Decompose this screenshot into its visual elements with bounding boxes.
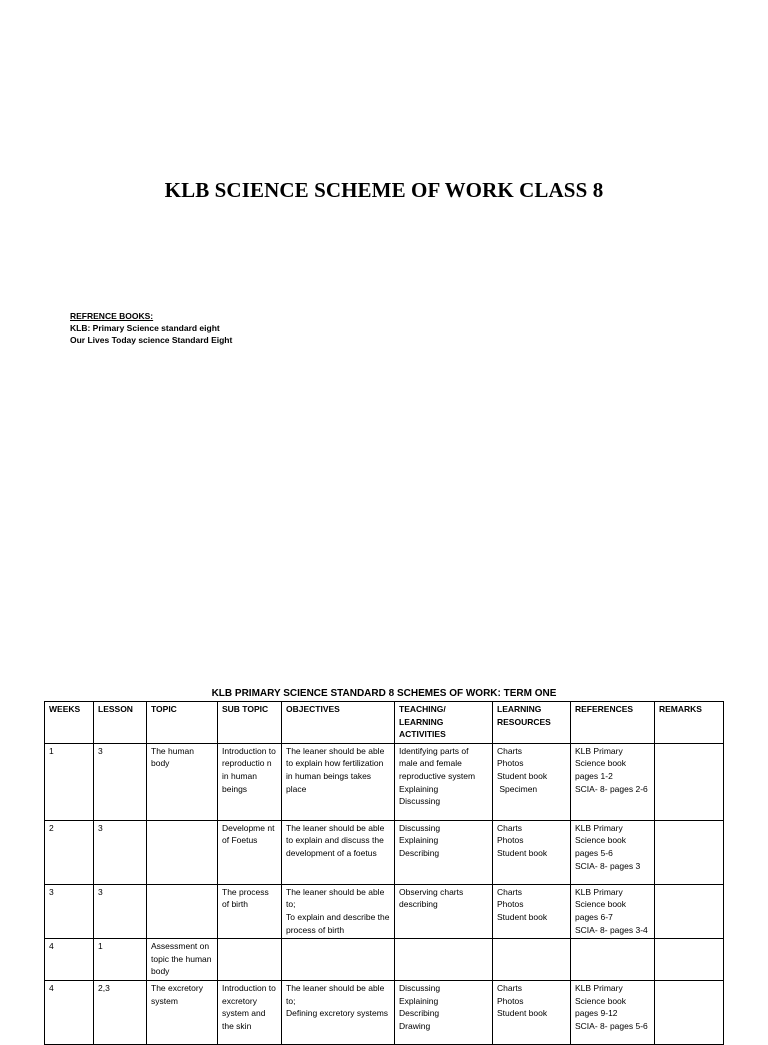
cell-subtopic bbox=[218, 939, 282, 981]
cell-objectives bbox=[282, 939, 395, 981]
reference-item: SCIA- 8- pages 5-6 bbox=[575, 1020, 648, 1031]
cell-resources bbox=[493, 743, 571, 820]
reference-item: pages 6-7 bbox=[575, 911, 613, 922]
cell-topic bbox=[147, 820, 218, 884]
cell-week: 4 bbox=[45, 980, 94, 1044]
resource-item: Specimen bbox=[497, 783, 538, 794]
table-row bbox=[45, 743, 724, 820]
document-title: KLB SCIENCE SCHEME OF WORK CLASS 8 bbox=[164, 178, 604, 202]
cell-objectives: The leaner should be able to; Defining excretory systems bbox=[282, 980, 395, 1044]
header-remarks: REMARKS bbox=[655, 702, 724, 744]
cell-resources bbox=[493, 820, 571, 884]
activity-item: Describing bbox=[399, 1008, 440, 1019]
header-weeks: WEEKS bbox=[45, 702, 94, 744]
resource-item: Photos bbox=[497, 758, 524, 769]
header-topic: TOPIC bbox=[147, 702, 218, 744]
cell-week: 3 bbox=[45, 884, 94, 938]
reference-item: SCIA- 8- pages 2-6 bbox=[575, 783, 648, 794]
activity-item: Observing charts describing bbox=[399, 886, 464, 910]
table-row bbox=[45, 884, 724, 938]
table-row bbox=[45, 939, 724, 981]
reference-item: SCIA- 8- pages 3 bbox=[575, 860, 641, 871]
scheme-of-work-table bbox=[44, 701, 724, 1045]
cell-topic bbox=[147, 884, 218, 938]
activity-item: Discussing bbox=[399, 822, 441, 833]
header-references: REFERENCES bbox=[571, 702, 655, 744]
cell-activities bbox=[395, 743, 493, 820]
reference-item: pages 1-2 bbox=[575, 770, 613, 781]
header-resources: LEARNING RESOURCES bbox=[493, 702, 571, 744]
resource-item: Photos bbox=[497, 899, 524, 910]
cell-remarks bbox=[655, 939, 724, 981]
reference-item: pages 5-6 bbox=[575, 847, 613, 858]
cell-activities bbox=[395, 820, 493, 884]
reference-item: KLB Primary bbox=[575, 886, 623, 897]
cell-remarks bbox=[655, 884, 724, 938]
cell-objectives: The leaner should be able to explain and discuss the development of a foetus bbox=[282, 820, 395, 884]
reference-book-line: KLB: Primary Science standard eight bbox=[70, 323, 220, 333]
reference-item: Science book bbox=[575, 995, 627, 1006]
cell-lesson: 3 bbox=[94, 884, 147, 938]
cell-subtopic: Introduction to reproductio n in human beings bbox=[218, 743, 282, 820]
resource-item: Charts bbox=[497, 982, 523, 993]
cell-references bbox=[571, 820, 655, 884]
cell-remarks bbox=[655, 980, 724, 1044]
reference-item: pages 9-12 bbox=[575, 1008, 618, 1019]
cell-subtopic: Introduction to excretory system and the skin bbox=[218, 980, 282, 1044]
cell-references bbox=[571, 743, 655, 820]
cell-topic: The human body bbox=[147, 743, 218, 820]
table-title: KLB PRIMARY SCIENCE STANDARD 8 SCHEMES OF WORK: TERM ONE bbox=[211, 688, 557, 699]
reference-item: Science book bbox=[575, 758, 627, 769]
activity-item: Explaining bbox=[399, 995, 439, 1006]
activity-item: Identifying parts of male and female reproductive system bbox=[399, 745, 476, 781]
reference-book-line: Our Lives Today science Standard Eight bbox=[70, 335, 233, 345]
activity-item: Explaining bbox=[399, 835, 439, 846]
resource-item: Student book bbox=[497, 770, 548, 781]
cell-lesson: 2,3 bbox=[94, 980, 147, 1044]
header-sub-topic: SUB TOPIC bbox=[218, 702, 282, 744]
activity-item: Discussing bbox=[399, 796, 441, 807]
reference-item: Science book bbox=[575, 899, 627, 910]
reference-item: SCIA- 8- pages 3-4 bbox=[575, 924, 648, 935]
resource-item: Student book bbox=[497, 1008, 548, 1019]
table-row bbox=[45, 820, 724, 884]
table-header-row bbox=[45, 702, 724, 744]
activity-item: Drawing bbox=[399, 1020, 431, 1031]
cell-remarks bbox=[655, 820, 724, 884]
cell-activities bbox=[395, 884, 493, 938]
cell-objectives: The leaner should be able to explain how fertilization in human beings takes place bbox=[282, 743, 395, 820]
cell-lesson: 3 bbox=[94, 820, 147, 884]
cell-resources bbox=[493, 884, 571, 938]
activity-item: Explaining bbox=[399, 783, 439, 794]
cell-topic: The excretory system bbox=[147, 980, 218, 1044]
cell-objectives: The leaner should be able to; To explain and describe the process of birth bbox=[282, 884, 395, 938]
resource-item: Photos bbox=[497, 835, 524, 846]
table-row bbox=[45, 980, 724, 1044]
reference-item: KLB Primary bbox=[575, 982, 623, 993]
cell-week: 4 bbox=[45, 939, 94, 981]
cell-activities bbox=[395, 939, 493, 981]
header-activities: TEACHING/ LEARNING ACTIVITIES bbox=[395, 702, 493, 744]
reference-books-heading: REFRENCE BOOKS: bbox=[70, 311, 154, 321]
resource-item: Charts bbox=[497, 745, 523, 756]
activity-item: Describing bbox=[399, 847, 440, 858]
cell-week: 2 bbox=[45, 820, 94, 884]
reference-item: Science book bbox=[575, 835, 627, 846]
resource-item: Student book bbox=[497, 847, 548, 858]
resource-item: Charts bbox=[497, 886, 523, 897]
resource-item: Student book bbox=[497, 911, 548, 922]
cell-week: 1 bbox=[45, 743, 94, 820]
resource-item: Charts bbox=[497, 822, 523, 833]
cell-resources bbox=[493, 980, 571, 1044]
cell-resources bbox=[493, 939, 571, 981]
cell-remarks bbox=[655, 743, 724, 820]
cell-lesson: 1 bbox=[94, 939, 147, 981]
cell-activities bbox=[395, 980, 493, 1044]
cell-subtopic: The process of birth bbox=[218, 884, 282, 938]
header-objectives: OBJECTIVES bbox=[282, 702, 395, 744]
cell-subtopic: Developme nt of Foetus bbox=[218, 820, 282, 884]
resource-item: Photos bbox=[497, 995, 524, 1006]
header-lesson: LESSON bbox=[94, 702, 147, 744]
reference-books bbox=[70, 310, 232, 346]
reference-item: KLB Primary bbox=[575, 822, 623, 833]
cell-references bbox=[571, 980, 655, 1044]
activity-item: Discussing bbox=[399, 982, 441, 993]
cell-references bbox=[571, 884, 655, 938]
cell-topic: Assessment on topic the human body bbox=[147, 939, 218, 981]
cell-references bbox=[571, 939, 655, 981]
cell-lesson: 3 bbox=[94, 743, 147, 820]
reference-item: KLB Primary bbox=[575, 745, 623, 756]
